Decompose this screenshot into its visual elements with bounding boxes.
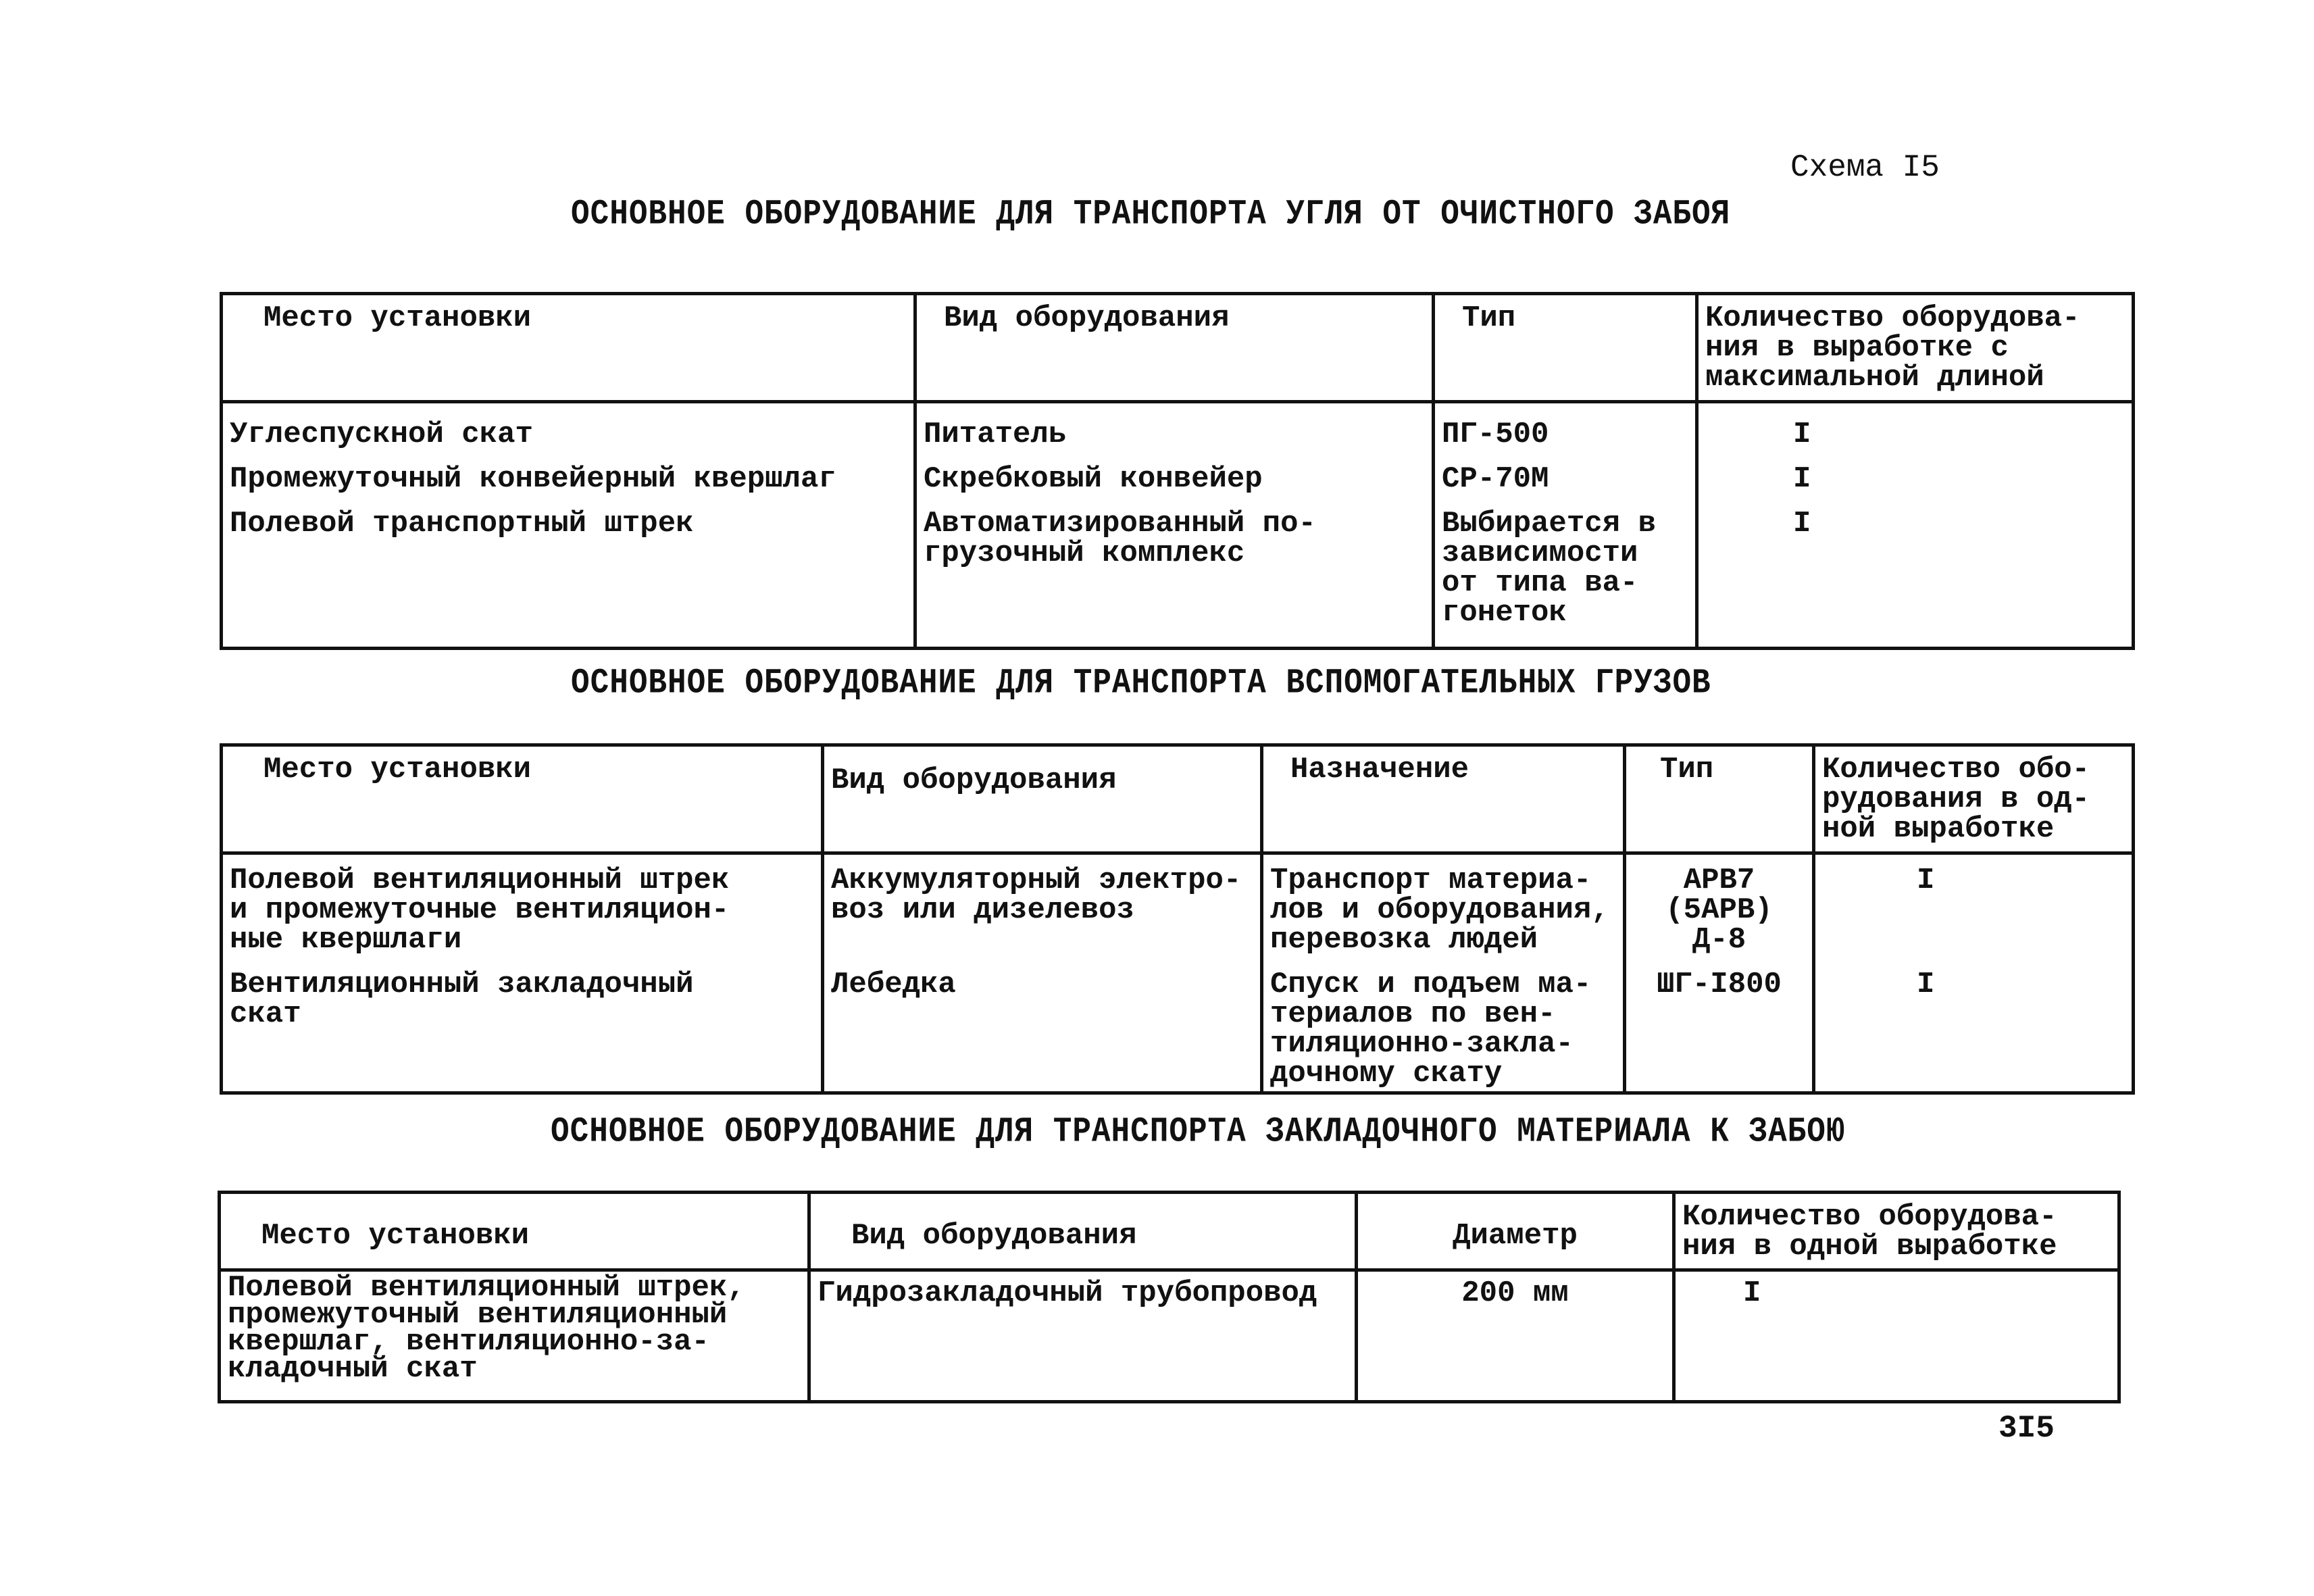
table-row <box>222 402 2134 649</box>
section1-title: ОСНОВНОЕ ОБОРУДОВАНИЕ ДЛЯ ТРАНСПОРТА УГЛЯ ОТ ОЧИСТНОГО ЗАБОЯ <box>571 195 1731 234</box>
header-place: Место установки <box>222 294 915 402</box>
type-cell: ПГ-500 СР-70М Выбирается в зависимости от типа ва- гонеток <box>1434 402 1697 649</box>
purpose-cell: Транспорт материа- лов и оборудования, перевозка людей Спуск и подъем ма- териалов по вен- тиляционно-закла- дочному скату <box>1262 853 1625 1093</box>
place-cell: Углеспускной скат Промежуточный конвейерный квершлаг Полевой транспортный штрек <box>222 402 915 649</box>
equipment-cell: Аккумуляторный электро- воз или дизелевоз Лебедка <box>823 853 1262 1093</box>
place-cell: Полевой вентиляционный штрек и промежуточные вентиляцион- ные квершлаги Вентиляционный закладочный скат <box>222 853 823 1093</box>
backfill-material-table <box>218 1191 2121 1403</box>
table-header-row <box>222 294 2134 402</box>
table-header-row <box>222 745 2134 853</box>
header-equipment: Вид оборудования <box>915 294 1434 402</box>
header-type: Тип <box>1625 745 1814 853</box>
quantity-cell: I I <box>1814 853 2134 1093</box>
header-diameter: Диаметр <box>1357 1193 1674 1270</box>
quantity-cell: I <box>1674 1270 2119 1402</box>
coal-transport-table <box>220 292 2135 650</box>
quantity-cell: I I I <box>1697 402 2134 649</box>
header-type: Тип <box>1434 294 1697 402</box>
header-purpose: Назначение <box>1262 745 1625 853</box>
equipment-cell: Питатель Скребковый конвейер Автоматизированный по- грузочный комплекс <box>915 402 1434 649</box>
scheme-label: Схема I5 <box>1790 150 1940 185</box>
table-header-row <box>220 1193 2119 1270</box>
header-equipment: Вид оборудования <box>809 1193 1357 1270</box>
header-place: Место установки <box>222 745 823 853</box>
header-place: Место установки <box>220 1193 809 1270</box>
table-row <box>222 853 2134 1093</box>
page-number: 3I5 <box>1998 1411 2055 1446</box>
diameter-cell: 200 мм <box>1357 1270 1674 1402</box>
header-quantity: Количество оборудова- ния в одной выработке <box>1674 1193 2119 1270</box>
equipment-cell: Гидрозакладочный трубопровод <box>809 1270 1357 1402</box>
auxiliary-cargo-table <box>220 743 2135 1095</box>
header-quantity: Количество обо- рудования в од- ной выработке <box>1814 745 2134 853</box>
type-cell: АРВ7 (5АРВ) Д-8 ШГ-I800 <box>1625 853 1814 1093</box>
table-row <box>220 1270 2119 1402</box>
section3-title: ОСНОВНОЕ ОБОРУДОВАНИЕ ДЛЯ ТРАНСПОРТА ЗАКЛАДОЧНОГО МАТЕРИАЛА К ЗАБОЮ <box>551 1112 1846 1152</box>
header-equipment: Вид оборудования <box>823 745 1262 853</box>
place-cell: Полевой вентиляционный штрек, промежуточный вентиляционный квершлаг, вентиляционно-за- кладочный скат <box>220 1270 809 1402</box>
section2-title: ОСНОВНОЕ ОБОРУДОВАНИЕ ДЛЯ ТРАНСПОРТА ВСПОМОГАТЕЛЬНЫХ ГРУЗОВ <box>571 664 1711 703</box>
header-quantity: Количество оборудова- ния в выработке с максимальной длиной <box>1697 294 2134 402</box>
